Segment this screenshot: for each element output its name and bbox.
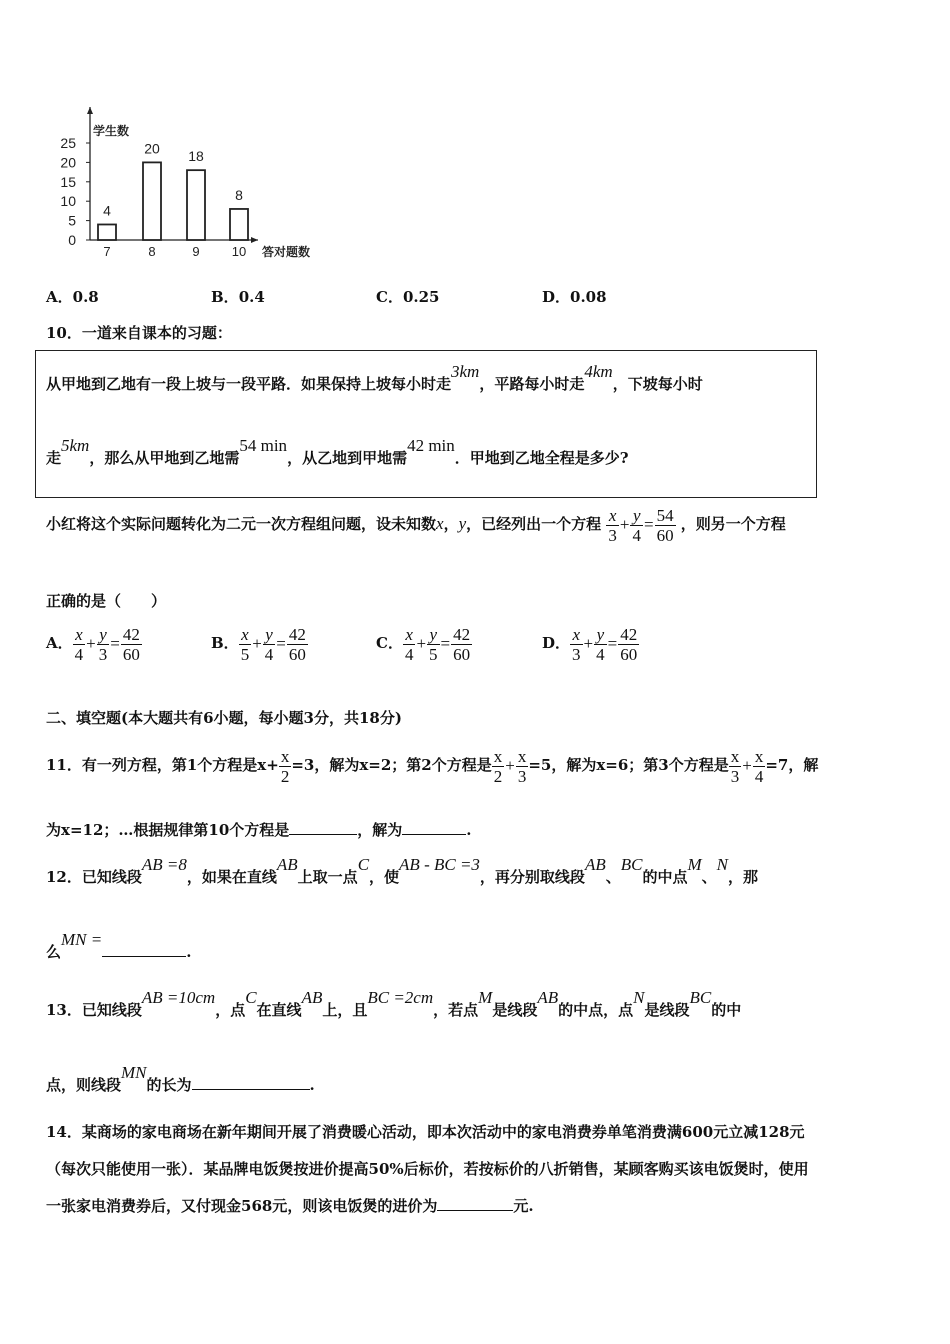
q14-line2: （每次只能使用一张）．某品牌电饭煲按进价提高50%后标价，若按标价的八折销售，某顾客购买该电饭煲时，使用 [46,1160,809,1178]
y-axis-arrow [87,107,93,114]
y-tick-label: 25 [60,135,76,151]
y-tick-label: 15 [60,173,76,190]
q11-line2: 为x=12；…根据规律第10个方程是 ，解为 . [46,821,472,839]
y-tick-label: 0 [68,232,76,248]
answer-blank[interactable] [402,820,466,835]
q10-box-line1: 从甲地到乙地有一段上坡与一段平路．如果保持上坡每小时走3km，平路每小时走4km，下坡每小时 [46,362,703,393]
bar-data-label: 20 [144,140,160,157]
x-tick-label: 8 [148,244,156,259]
q12-line2: 么MN =. [46,930,192,961]
answer-blank[interactable] [192,1075,310,1090]
y-tick-label: 20 [60,154,76,171]
bar-data-label: 4 [103,202,111,219]
answer-blank[interactable] [289,820,357,835]
q12-line1: 12．已知线段AB =8，如果在直线AB上取一点C，使AB - BC =3，再分别取线段AB、BC的中点M、N，那 [46,855,759,886]
q14-line3: 一张家电消费券后，又付现金568元，则该电饭煲的进价为 元. [46,1197,534,1215]
section-heading: 二、填空题(本大题共有6小题，每小题3分，共18分) [46,709,402,727]
bar [143,162,161,240]
q9-option-c: C．0.25 [376,288,440,306]
y-tick-label: 10 [60,193,76,210]
bar [230,209,248,240]
y-tick-label: 5 [68,212,76,229]
q14-line1: 14．某商场的家电商场在新年期间开展了消费暖心活动，即本次活动中的家电消费券单笔消费满600元立减128元 [46,1123,805,1141]
x-axis-label: 答对题数 [262,245,311,259]
q9-option-d: D．0.08 [542,288,607,306]
q9-option-b: B．0.4 [211,288,265,306]
q9-option-a: A．0.8 [46,288,99,306]
bar-chart [40,95,340,270]
q10-title: 10．一道来自课本的习题： [46,324,232,342]
x-tick-label: 9 [192,244,200,259]
q10-box-line2: 走5km，那么从甲地到乙地需54 min，从乙地到甲地需42 min．甲地到乙地全程是多少? [46,436,629,467]
x-axis-arrow [251,237,258,243]
q10-option-b: B． $\frac{x}{5}$ + $\frac{y}{4}$ = $\frac{42}{60}$ [211,624,306,664]
q10-option-a: A． $\frac{x}{4}$ + $\frac{y}{3}$ = $\frac{42}{60}$ [46,624,140,664]
q10-stem-line1: 小红将这个实际问题转化为二元一次方程组问题，设未知数x，y，已经列出一个方程 $\frac{x}{3}$ + $\frac{y}{4}$ = $\frac{54}{60}$ ，则另一个方程 [46,505,786,545]
answer-blank[interactable] [437,1196,513,1211]
given-equation: $\frac{x}{3}$ + $\frac{y}{4}$ = $\frac{54}{60}$ [608,505,674,545]
x-tick-label: 7 [103,244,111,259]
q11-line1: 11．有一列方程，第1个方程是x+ $\frac{x}{2}$ =3，解为x=2；第2个方程是 $\frac{x}{2}$ + $\frac{x}{3}$ =5，解为x=6；第3个方程是 $\frac{x}{3}$ + $\frac{x}{4}$ =7，解 [46,746,819,786]
q13-line1: 13．已知线段AB =10cm，点C在直线AB上，且BC =2cm，若点M是线段AB的中点，点N是线段BC的中 [46,988,742,1019]
q10-option-c: C． $\frac{x}{4}$ + $\frac{y}{5}$ = $\frac{42}{60}$ [376,624,471,664]
answer-blank[interactable] [102,942,186,957]
q10-stem-line2: 正确的是（ ） [46,592,167,610]
bar-data-label: 8 [235,186,243,203]
q10-option-d: D． $\frac{x}{3}$ + $\frac{y}{4}$ = $\frac{42}{60}$ [542,624,638,664]
y-axis-label: 学生数 [93,124,130,138]
bar [187,170,205,240]
bar-data-label: 18 [188,148,204,165]
x-tick-label: 10 [231,244,247,259]
q13-line2: 点，则线段MN的长为 . [46,1063,315,1094]
bar [98,224,116,240]
